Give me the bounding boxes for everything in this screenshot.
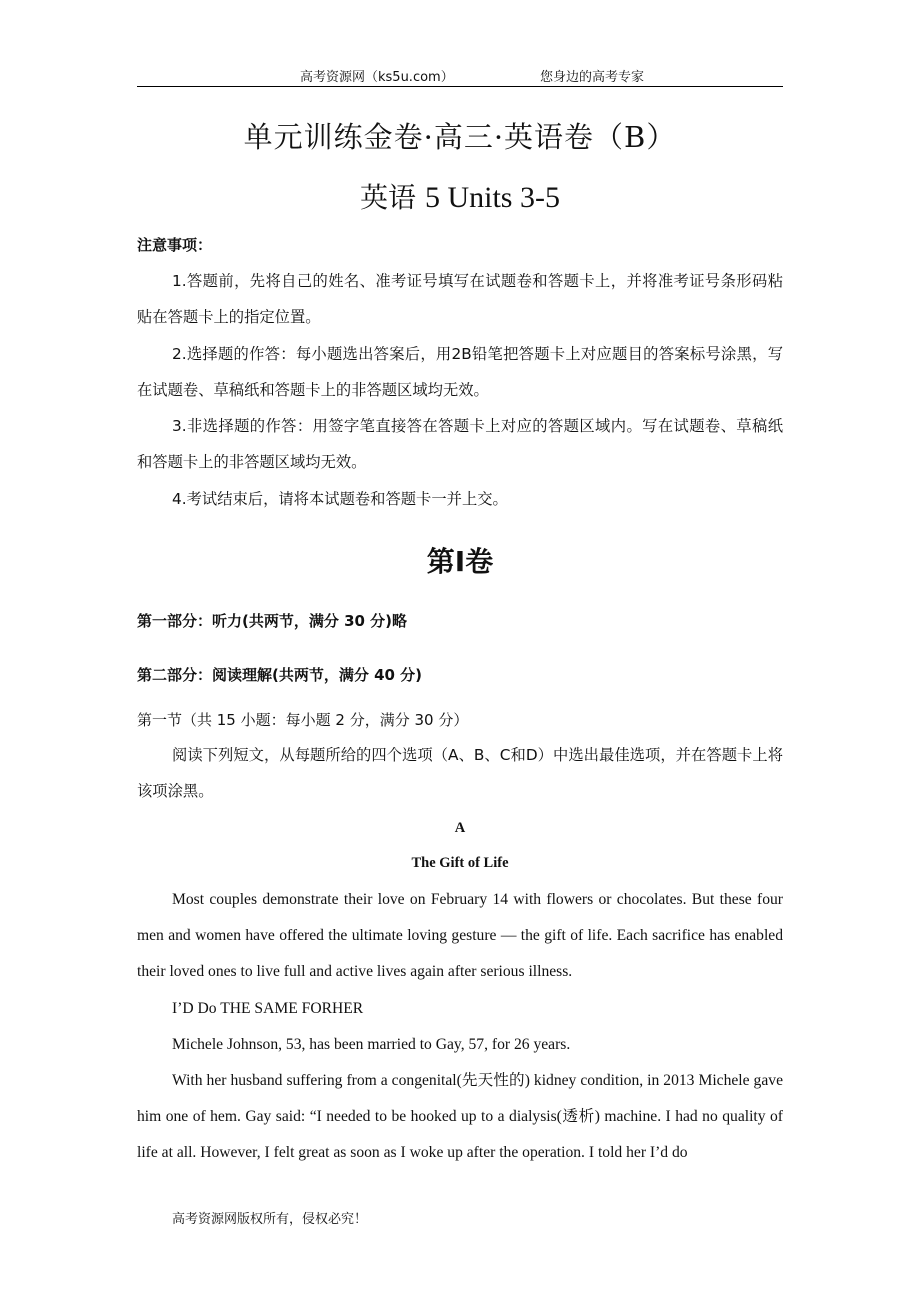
passage-subheading: I’D Do THE SAME FORHER [172, 1000, 364, 1017]
header-site: 高考资源网（ks5u.com） [300, 70, 454, 85]
page-title: 单元训练金卷·高三·英语卷（B） [243, 120, 677, 154]
passage-title: The Gift of Life [411, 855, 509, 871]
subtitle-units: 5 Units 3-5 [424, 181, 560, 214]
header-divider [137, 86, 783, 87]
passage-paragraph-2: Michele Johnson, 53, has been married to Gay, 57, for 26 years. [172, 1036, 571, 1053]
note-item-4: 4.考试结束后，请将本试题卷和答题卡一并上交。 [172, 490, 508, 508]
part1-heading: 第一部分：听力(共两节，满分 30 分)略 [137, 612, 408, 630]
page-subtitle [137, 176, 783, 216]
volume-heading: 第Ⅰ卷 [426, 545, 494, 578]
reading-instruction: 阅读下列短文，从每题所给的四个选项（A、B、C和D）中选出最佳选项，并在答题卡上将该项涂黑。 [137, 746, 783, 800]
header-slogan: 您身边的高考专家 [540, 70, 645, 85]
notes-heading: 注意事项： [137, 236, 213, 254]
passage-paragraph-3: With her husband suffering from a congenital(先天性的) kidney condition, in 2013 Michele gave him one of hem. Gay said: “I needed to be hooked up to a dialysis(透析) machine. I had no quality of life at all. However, I felt great as soon as I woke up after the operation. I told her I’d do [137, 1072, 783, 1161]
subtitle-prefix: 英语 [360, 181, 417, 214]
passage-paragraph-1: Most couples demonstrate their love on February 14 with flowers or chocolates. But these four men and women have offered the ultimate loving gesture — the gift of life. Each sacrifice has enabled their loved ones to live full and active lives again after serious illness. [137, 891, 783, 980]
note-item-1: 1.答题前，先将自己的姓名、准考证号填写在试题卷和答题卡上，并将准考证号条形码粘贴在答题卡上的指定位置。 [137, 272, 783, 326]
section1-heading: 第一节（共 15 小题：每小题 2 分，满分 30 分） [137, 711, 469, 729]
footer-copyright: 高考资源网版权所有，侵权必究！ [172, 1212, 368, 1227]
note-item-2: 2.选择题的作答：每小题选出答案后，用2B铅笔把答题卡上对应题目的答案标号涂黑，写在试题卷、草稿纸和答题卡上的非答题区域均无效。 [137, 345, 783, 399]
passage-label: A [454, 820, 466, 836]
part2-heading: 第二部分：阅读理解(共两节，满分 40 分) [137, 666, 423, 684]
note-item-3: 3.非选择题的作答：用签字笔直接答在答题卡上对应的答题区域内。写在试题卷、草稿纸和答题卡上的非答题区域均无效。 [137, 417, 783, 471]
